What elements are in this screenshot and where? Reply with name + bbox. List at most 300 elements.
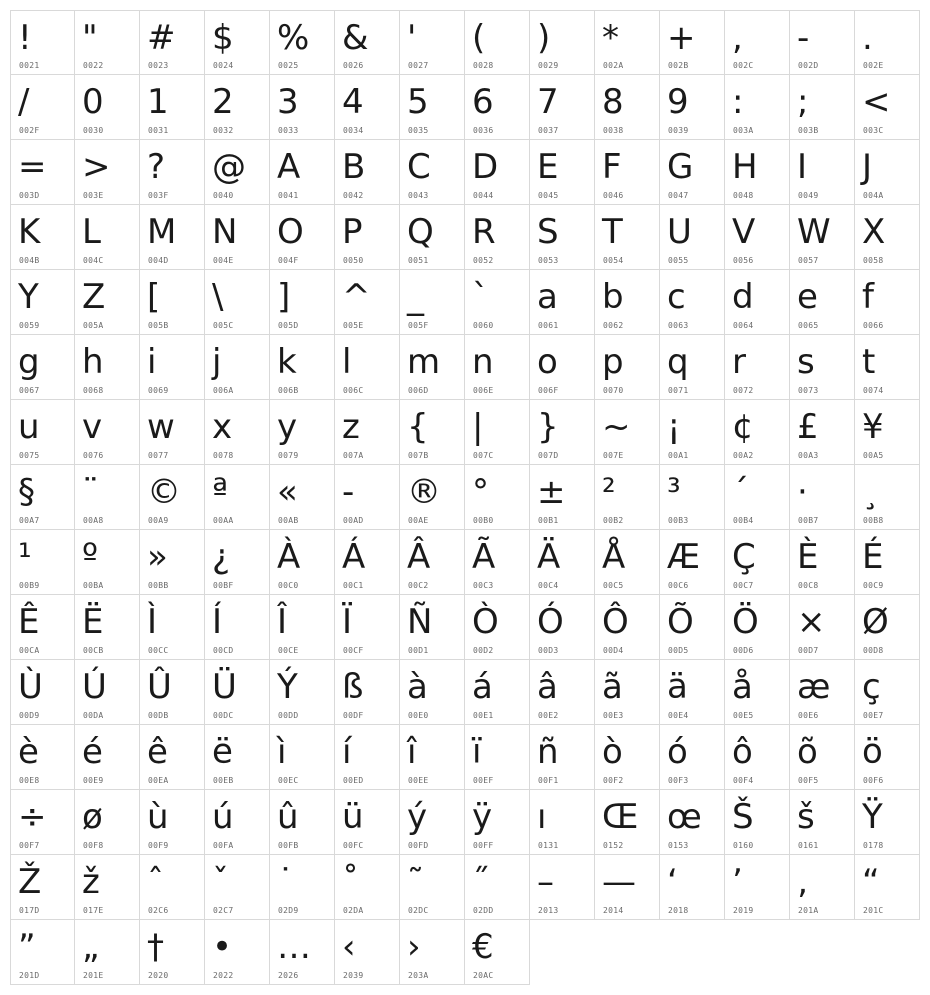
glyph-cell — [790, 75, 855, 140]
glyph-cell — [205, 530, 270, 595]
glyph-char: „ — [82, 927, 100, 967]
glyph-char: Š — [732, 797, 754, 837]
glyph-char: ê — [147, 732, 168, 772]
glyph-char: š — [797, 797, 815, 837]
glyph-code: 0033 — [278, 126, 299, 135]
glyph-code: 00B4 — [733, 516, 754, 525]
glyph-code: 00C3 — [473, 581, 494, 590]
glyph-cell — [75, 660, 140, 725]
glyph-char: Â — [407, 537, 431, 577]
glyph-cell — [530, 725, 595, 790]
glyph-cell — [205, 465, 270, 530]
glyph-char: œ — [667, 797, 702, 837]
glyph-char: ÿ — [472, 797, 493, 837]
glyph-char: 7 — [537, 82, 559, 122]
glyph-char: B — [342, 147, 366, 187]
glyph-char: Q — [407, 212, 434, 252]
glyph-char: T — [602, 212, 623, 252]
glyph-char: ] — [277, 277, 291, 317]
glyph-cell — [530, 790, 595, 855]
glyph-code: 003B — [798, 126, 819, 135]
glyph-code: 00B0 — [473, 516, 494, 525]
glyph-code: 004A — [863, 191, 884, 200]
glyph-char: ñ — [537, 732, 559, 772]
glyph-char: Õ — [667, 602, 694, 642]
glyph-code: 00DD — [278, 711, 299, 720]
glyph-char: ç — [862, 667, 881, 707]
glyph-code: 004C — [83, 256, 104, 265]
glyph-char: ` — [472, 277, 489, 317]
glyph-char: â — [537, 667, 558, 707]
glyph-char: í — [342, 732, 352, 772]
glyph-code: 0076 — [83, 451, 104, 460]
glyph-cell — [855, 660, 920, 725]
glyph-char: < — [862, 82, 891, 122]
glyph-code: 0024 — [213, 61, 234, 70]
glyph-code: 0030 — [83, 126, 104, 135]
glyph-code: 00A9 — [148, 516, 169, 525]
glyph-code: 00EF — [473, 776, 494, 785]
glyph-cell — [205, 335, 270, 400]
glyph-code: 0052 — [473, 256, 494, 265]
glyph-code: 00E6 — [798, 711, 819, 720]
glyph-char: l — [342, 342, 352, 382]
glyph-code: 00E2 — [538, 711, 559, 720]
glyph-code: 006E — [473, 386, 494, 395]
glyph-char: L — [82, 212, 101, 252]
glyph-cell — [75, 465, 140, 530]
glyph-code: 0027 — [408, 61, 429, 70]
glyph-char: u — [18, 407, 40, 447]
glyph-char: ´ — [732, 472, 749, 512]
glyph-cell — [660, 595, 725, 660]
glyph-cell — [790, 595, 855, 660]
glyph-char: = — [18, 147, 47, 187]
glyph-char: … — [277, 927, 311, 967]
glyph-char: a — [537, 277, 558, 317]
glyph-code: 2013 — [538, 906, 559, 915]
glyph-code: 0045 — [538, 191, 559, 200]
glyph-char: Ö — [732, 602, 759, 642]
glyph-char: › — [407, 927, 421, 967]
glyph-cell — [205, 920, 270, 985]
glyph-char: ³ — [667, 472, 681, 512]
glyph-code: 00B7 — [798, 516, 819, 525]
glyph-code: 201C — [863, 906, 884, 915]
glyph-cell — [75, 790, 140, 855]
glyph-char: ” — [18, 927, 36, 967]
glyph-char: Å — [602, 537, 626, 577]
glyph-cell — [75, 335, 140, 400]
glyph-cell — [10, 595, 75, 660]
glyph-code: 0047 — [668, 191, 689, 200]
glyph-cell — [465, 335, 530, 400]
glyph-cell — [270, 920, 335, 985]
glyph-code: 003F — [148, 191, 169, 200]
glyph-cell — [725, 465, 790, 530]
glyph-code: 00A3 — [798, 451, 819, 460]
glyph-cell — [270, 140, 335, 205]
glyph-cell — [465, 140, 530, 205]
glyph-cell — [140, 335, 205, 400]
glyph-code: 0053 — [538, 256, 559, 265]
glyph-code: 00B3 — [668, 516, 689, 525]
glyph-cell — [855, 270, 920, 335]
glyph-code: 004B — [19, 256, 40, 265]
glyph-char: [ — [147, 277, 161, 317]
glyph-cell — [465, 790, 530, 855]
glyph-code: 0064 — [733, 321, 754, 330]
glyph-cell — [725, 595, 790, 660]
glyph-char: I — [797, 147, 808, 187]
glyph-cell — [335, 140, 400, 205]
glyph-char: N — [212, 212, 238, 252]
glyph-char: º — [82, 537, 99, 577]
glyph-char: Ñ — [407, 602, 433, 642]
glyph-cell — [10, 465, 75, 530]
glyph-cell — [595, 790, 660, 855]
glyph-char: p — [602, 342, 624, 382]
glyph-char: Ù — [18, 667, 43, 707]
glyph-cell — [140, 725, 205, 790]
glyph-code: 0054 — [603, 256, 624, 265]
glyph-cell — [270, 400, 335, 465]
glyph-code: 00C2 — [408, 581, 429, 590]
glyph-cell — [725, 725, 790, 790]
glyph-cell — [790, 855, 855, 920]
glyph-cell — [660, 465, 725, 530]
glyph-char: Ú — [82, 667, 107, 707]
glyph-cell — [270, 530, 335, 595]
glyph-char: ² — [602, 472, 616, 512]
glyph-code: 00BF — [213, 581, 234, 590]
glyph-cell — [205, 855, 270, 920]
glyph-cell — [465, 920, 530, 985]
glyph-char: ž — [82, 862, 100, 902]
glyph-char: × — [797, 602, 826, 642]
glyph-code: 006D — [408, 386, 429, 395]
glyph-code: 0131 — [538, 841, 559, 850]
glyph-code: 00A1 — [668, 451, 689, 460]
glyph-code: 02C6 — [148, 906, 169, 915]
glyph-char: ı — [537, 797, 547, 837]
glyph-code: 00D6 — [733, 646, 754, 655]
glyph-char: ¡ — [667, 407, 681, 447]
glyph-cell — [10, 920, 75, 985]
glyph-char: € — [472, 927, 494, 967]
glyph-cell — [855, 75, 920, 140]
glyph-char: | — [472, 407, 484, 447]
glyph-char: j — [212, 342, 222, 382]
glyph-cell — [465, 205, 530, 270]
glyph-cell — [790, 270, 855, 335]
glyph-char: r — [732, 342, 746, 382]
glyph-code: 00C6 — [668, 581, 689, 590]
glyph-cell — [595, 205, 660, 270]
glyph-cell — [530, 530, 595, 595]
glyph-char: ï — [472, 732, 482, 772]
glyph-code: 0042 — [343, 191, 364, 200]
glyph-char: W — [797, 212, 831, 252]
glyph-cell — [725, 10, 790, 75]
glyph-cell — [270, 205, 335, 270]
glyph-cell — [725, 855, 790, 920]
glyph-char: · — [797, 472, 808, 512]
glyph-char: å — [732, 667, 753, 707]
glyph-cell — [660, 400, 725, 465]
glyph-code: 20AC — [473, 971, 494, 980]
glyph-char: ö — [862, 732, 883, 772]
glyph-code: 201A — [798, 906, 819, 915]
glyph-cell — [205, 595, 270, 660]
glyph-cell — [595, 530, 660, 595]
glyph-cell — [660, 725, 725, 790]
glyph-char: Ì — [147, 602, 158, 642]
glyph-char: ( — [472, 18, 486, 58]
glyph-cell — [595, 465, 660, 530]
glyph-cell — [140, 595, 205, 660]
glyph-code: 00F4 — [733, 776, 754, 785]
glyph-char: ù — [147, 797, 169, 837]
glyph-cell — [530, 10, 595, 75]
glyph-char: K — [18, 212, 41, 252]
glyph-cell — [335, 400, 400, 465]
glyph-code: 00D8 — [863, 646, 884, 655]
glyph-cell — [855, 335, 920, 400]
glyph-code: 00D4 — [603, 646, 624, 655]
glyph-cell — [205, 140, 270, 205]
glyph-char: ÷ — [18, 797, 47, 837]
glyph-char: À — [277, 537, 301, 577]
glyph-code: 0071 — [668, 386, 689, 395]
glyph-char: ' — [407, 18, 417, 58]
glyph-cell — [400, 75, 465, 140]
glyph-cell — [855, 400, 920, 465]
glyph-code: 00B2 — [603, 516, 624, 525]
glyph-code: 0021 — [19, 61, 40, 70]
glyph-code: 007C — [473, 451, 494, 460]
glyph-cell — [725, 270, 790, 335]
glyph-cell — [400, 270, 465, 335]
glyph-cell — [75, 205, 140, 270]
glyph-code: 00EA — [148, 776, 169, 785]
glyph-code: 02DC — [408, 906, 429, 915]
glyph-char: s — [797, 342, 815, 382]
glyph-code: 004E — [213, 256, 234, 265]
glyph-char: Û — [147, 667, 172, 707]
glyph-cell — [465, 855, 530, 920]
glyph-char: M — [147, 212, 177, 252]
glyph-char: $ — [212, 18, 234, 58]
glyph-cell — [10, 270, 75, 335]
glyph-cell — [10, 335, 75, 400]
glyph-char: ¹ — [18, 537, 32, 577]
glyph-cell — [335, 660, 400, 725]
glyph-cell — [725, 790, 790, 855]
glyph-cell — [140, 205, 205, 270]
glyph-cell — [725, 140, 790, 205]
glyph-code: 002B — [668, 61, 689, 70]
glyph-cell — [400, 920, 465, 985]
glyph-cell — [660, 790, 725, 855]
glyph-code: 00C7 — [733, 581, 754, 590]
glyph-char: ! — [18, 18, 32, 58]
glyph-char: ó — [667, 732, 688, 772]
glyph-code: 00CF — [343, 646, 364, 655]
glyph-char: ¥ — [862, 407, 884, 447]
glyph-cell — [10, 790, 75, 855]
glyph-char: } — [537, 407, 559, 447]
glyph-code: 0049 — [798, 191, 819, 200]
glyph-code: 00E3 — [603, 711, 624, 720]
glyph-code: 2019 — [733, 906, 754, 915]
glyph-code: 0059 — [19, 321, 40, 330]
glyph-code: 00AB — [278, 516, 299, 525]
glyph-code: 0025 — [278, 61, 299, 70]
glyph-cell — [335, 595, 400, 660]
glyph-char: n — [472, 342, 494, 382]
glyph-cell — [790, 140, 855, 205]
glyph-cell — [530, 205, 595, 270]
glyph-code: 006F — [538, 386, 559, 395]
glyph-cell — [140, 400, 205, 465]
glyph-code: 0041 — [278, 191, 299, 200]
glyph-char: g — [18, 342, 40, 382]
glyph-char: ~ — [602, 407, 631, 447]
glyph-cell — [725, 75, 790, 140]
glyph-code: 00AD — [343, 516, 364, 525]
glyph-code: 203A — [408, 971, 429, 980]
glyph-code: 02C7 — [213, 906, 234, 915]
glyph-char: á — [472, 667, 493, 707]
glyph-code: 00E1 — [473, 711, 494, 720]
glyph-cell — [530, 465, 595, 530]
glyph-cell — [10, 660, 75, 725]
glyph-code: 00C1 — [343, 581, 364, 590]
glyph-char: Ë — [82, 602, 104, 642]
glyph-code: 2014 — [603, 906, 624, 915]
glyph-code: 00FC — [343, 841, 364, 850]
glyph-cell — [660, 335, 725, 400]
glyph-char: Y — [18, 277, 39, 317]
glyph-code: 00BB — [148, 581, 169, 590]
glyph-cell — [335, 10, 400, 75]
glyph-cell — [790, 660, 855, 725]
glyph-char: Ý — [277, 667, 298, 707]
glyph-cell — [790, 205, 855, 270]
glyph-code: 00E9 — [83, 776, 104, 785]
glyph-cell — [75, 920, 140, 985]
glyph-code: 00CC — [148, 646, 169, 655]
glyph-cell — [855, 465, 920, 530]
glyph-code: 007D — [538, 451, 559, 460]
glyph-code: 0178 — [863, 841, 884, 850]
glyph-cell — [530, 400, 595, 465]
glyph-char: i — [147, 342, 157, 382]
glyph-char: Ä — [537, 537, 561, 577]
glyph-code: 00EE — [408, 776, 429, 785]
glyph-char: X — [862, 212, 886, 252]
glyph-cell — [530, 335, 595, 400]
glyph-char: - — [797, 18, 810, 58]
glyph-char: d — [732, 277, 754, 317]
glyph-cell — [140, 920, 205, 985]
glyph-cell — [335, 920, 400, 985]
glyph-char: ø — [82, 797, 103, 837]
glyph-code: 0058 — [863, 256, 884, 265]
glyph-char: î — [407, 732, 417, 772]
glyph-code: 007A — [343, 451, 364, 460]
glyph-cell — [595, 855, 660, 920]
glyph-code: 002D — [798, 61, 819, 70]
glyph-code: 00ED — [343, 776, 364, 785]
glyph-code: 002A — [603, 61, 624, 70]
glyph-char: ˇ — [212, 862, 229, 902]
glyph-code: 201E — [83, 971, 104, 980]
glyph-code: 002C — [733, 61, 754, 70]
glyph-code: 0056 — [733, 256, 754, 265]
glyph-code: 0032 — [213, 126, 234, 135]
glyph-cell — [400, 400, 465, 465]
glyph-code: 00F7 — [19, 841, 40, 850]
glyph-char: 5 — [407, 82, 429, 122]
glyph-cell — [205, 790, 270, 855]
glyph-char: H — [732, 147, 758, 187]
glyph-code: 00CB — [83, 646, 104, 655]
glyph-char: Ž — [18, 862, 42, 902]
glyph-cell — [855, 10, 920, 75]
glyph-code: 007B — [408, 451, 429, 460]
glyph-char: Ø — [862, 602, 889, 642]
glyph-cell — [140, 790, 205, 855]
glyph-code: 003C — [863, 126, 884, 135]
glyph-cell — [595, 595, 660, 660]
glyph-code: 00E7 — [863, 711, 884, 720]
glyph-char: 4 — [342, 82, 364, 122]
glyph-char: ë — [212, 732, 233, 772]
glyph-char: ª — [212, 472, 229, 512]
glyph-char: È — [797, 537, 819, 577]
glyph-code: 00A5 — [863, 451, 884, 460]
glyph-code: 0057 — [798, 256, 819, 265]
glyph-cell — [400, 140, 465, 205]
glyph-code: 00F9 — [148, 841, 169, 850]
glyph-cell — [400, 465, 465, 530]
glyph-cell — [660, 660, 725, 725]
glyph-code: 201D — [19, 971, 40, 980]
glyph-cell — [465, 10, 530, 75]
glyph-char: w — [147, 407, 175, 447]
glyph-code: 00F1 — [538, 776, 559, 785]
glyph-code: 02DD — [473, 906, 494, 915]
glyph-char: * — [602, 18, 619, 58]
glyph-cell — [465, 660, 530, 725]
glyph-char: % — [277, 18, 310, 58]
glyph-char: J — [862, 147, 873, 187]
glyph-code: 0043 — [408, 191, 429, 200]
glyph-cell — [400, 660, 465, 725]
glyph-cell — [10, 530, 75, 595]
glyph-code: 0067 — [19, 386, 40, 395]
glyph-code: 00E4 — [668, 711, 689, 720]
glyph-cell — [725, 530, 790, 595]
glyph-char: , — [732, 18, 743, 58]
glyph-code: 00C0 — [278, 581, 299, 590]
glyph-code: 0065 — [798, 321, 819, 330]
glyph-char: • — [212, 927, 233, 967]
glyph-char: ¨ — [82, 472, 99, 512]
glyph-char: ˝ — [472, 862, 489, 902]
